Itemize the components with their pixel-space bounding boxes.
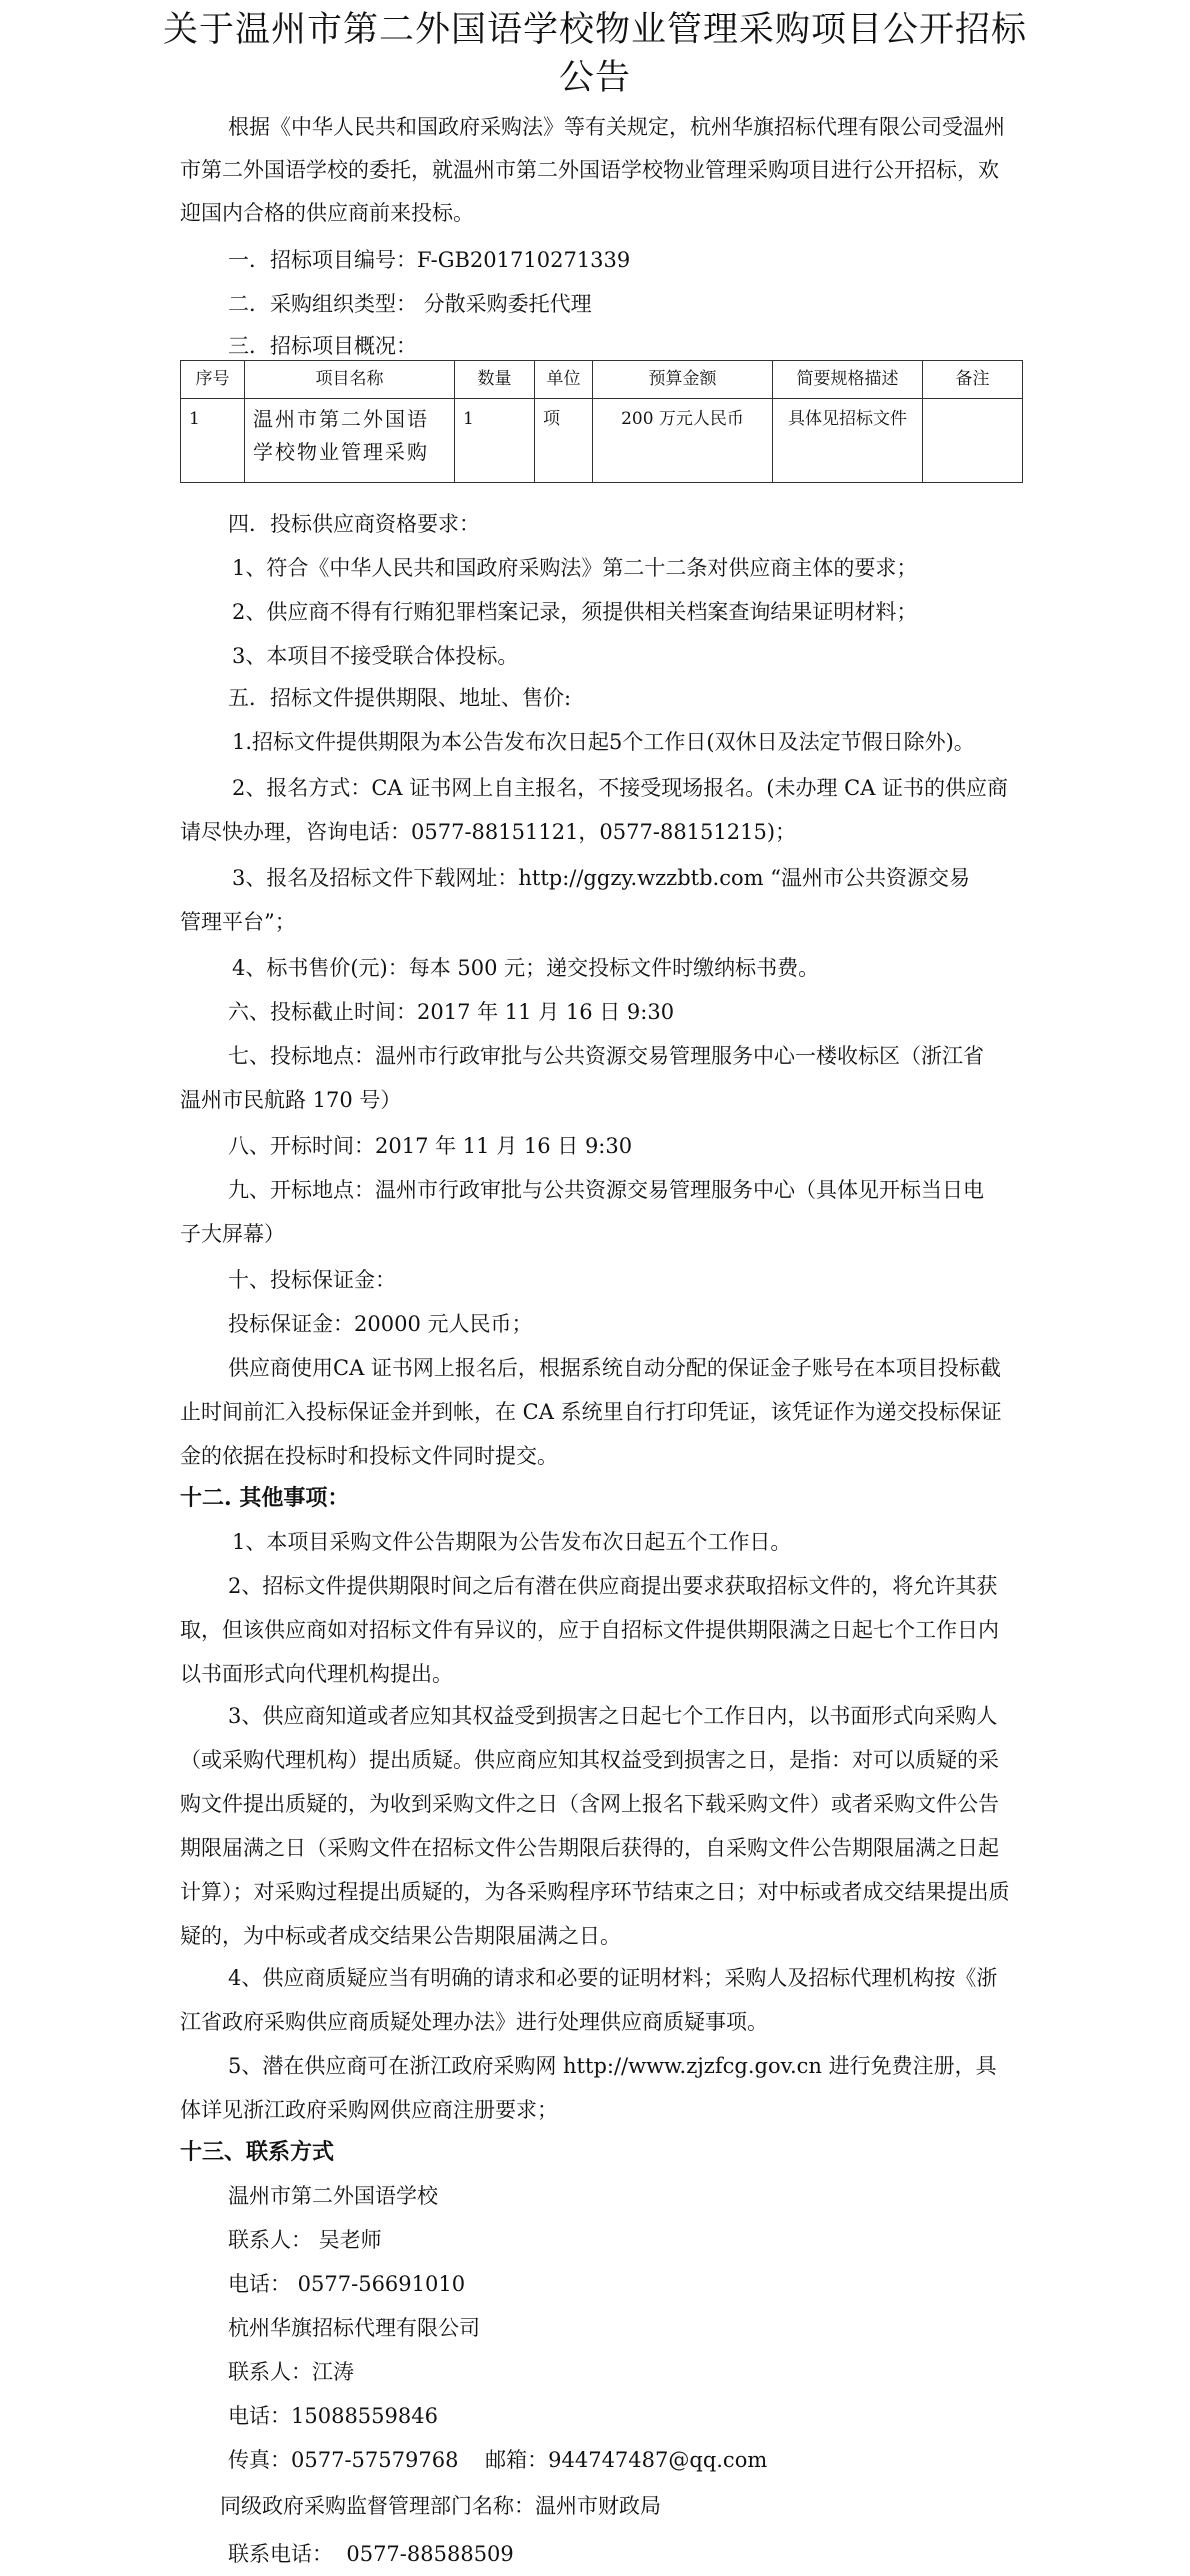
registration-method-cont: 请尽快办理，咨询电话：0577-88151121，0577-88151215)； xyxy=(180,820,797,844)
row-number: 1 xyxy=(181,399,245,483)
table-header-cell: 单位 xyxy=(535,361,593,399)
download-url-cont: 管理平台”； xyxy=(180,910,296,934)
page-title: 关于温州市第二外国语学校物业管理采购项目公开招标公告 xyxy=(162,10,1027,98)
bid-deadline: 六、投标截止时间：2017 年 11 月 16 日 9:30 xyxy=(228,1000,675,1024)
procurement-type: 二．采购组织类型： 分散采购委托代理 xyxy=(228,292,592,316)
document-heading: 五．招标文件提供期限、地址、售价: xyxy=(228,686,572,710)
other-matter-1: 1、本项目采购文件公告期限为公告发布次日起五个工作日。 xyxy=(232,1530,792,1554)
download-url: 3、报名及招标文件下载网址：http://ggzy.wzzbtb.com “温州市公共资源交易 xyxy=(232,866,970,890)
table-header-cell: 项目名称 xyxy=(245,361,455,399)
opening-location: 九、开标地点：温州市行政审批与公共资源交易管理服务中心（具体见开标当日电 xyxy=(228,1178,984,1202)
table-row xyxy=(181,399,1023,483)
contact-heading: 十三、联系方式 xyxy=(180,2139,335,2165)
requirement-3: 3、本项目不接受联合体投标。 xyxy=(232,644,519,668)
contact-supervisor-phone: 联系电话： 0577-88588509 xyxy=(228,2542,514,2566)
contact-agency-phone: 电话：15088559846 xyxy=(228,2404,438,2428)
deposit-description: 供应商使用CA 证书网上报名后，根据系统自动分配的保证金子账号在本项目投标截止时间前汇入投标保证金并到帐，在 CA 系统里自行打印凭证，该凭证作为递交投标保证金的依据在投标时和投标文件同时提交。 xyxy=(180,1356,1002,1468)
other-matters-heading: 十二. 其他事项： xyxy=(180,1485,350,1511)
document-period: 1.招标文件提供期限为本公告发布次日起5个工作日(双休日及法定节假日除外)。 xyxy=(232,730,975,754)
project-name-cell: 温州市第二外国语学校物业管理采购 xyxy=(245,399,455,483)
table-header-cell: 序号 xyxy=(181,361,245,399)
requirement-1: 1、符合《中华人民共和国政府采购法》第二十二条对供应商主体的要求； xyxy=(232,556,918,580)
other-matter-2: 2、招标文件提供期限时间之后有潜在供应商提出要求获取招标文件的，将允许其获取，但该供应商如对招标文件有异议的，应于自招标文件提供期限满之日起七个工作日内以书面形式向代理机构提出。 xyxy=(180,1574,999,1686)
unit-cell: 项 xyxy=(535,399,593,483)
project-number: 一．招标项目编号：F-GB201710271339 xyxy=(228,248,631,272)
table-header-row xyxy=(181,361,1023,399)
deposit-amount: 投标保证金：20000 元人民币； xyxy=(228,1312,533,1336)
other-matter-3: 3、供应商知道或者应知其权益受到损害之日起七个工作日内，以书面形式向采购人（或采购代理机构）提出质疑。供应商应知其权益受到损害之日，是指：对可以质疑的采购文件提出质疑的，为收到采购文件之日（含网上报名下载采购文件）或者采购文件公告期限届满之日（采购文件在招标文件公告期限后获得的，自采购文件公告期限届满之日起计算）；对采购过程提出质疑的，为各采购程序环节结束之日；对中标或者成交结果提出质疑的，为中标或者成交结果公告期限届满之日。 xyxy=(180,1704,1010,1948)
quantity-cell: 1 xyxy=(455,399,535,483)
table-header-cell: 简要规格描述 xyxy=(773,361,923,399)
contact-agency: 杭州华旗招标代理有限公司 xyxy=(228,2316,480,2340)
contact-agency-fax-email: 传真：0577-57579768 邮箱：944747487@qq.com xyxy=(228,2448,768,2472)
contact-school-person: 联系人： 吴老师 xyxy=(228,2228,382,2252)
opening-location-cont: 子大屏幕） xyxy=(180,1222,285,1246)
note-cell xyxy=(923,399,1023,483)
other-matter-4: 4、供应商质疑应当有明确的请求和必要的证明材料；采购人及招标代理机构按《浙江省政府采购供应商质疑处理办法》进行处理供应商质疑事项。 xyxy=(180,1966,998,2034)
requirement-2: 2、供应商不得有行贿犯罪档案记录，须提供相关档案查询结果证明材料； xyxy=(232,600,918,624)
table-header-cell: 数量 xyxy=(455,361,535,399)
deposit-heading: 十、投标保证金： xyxy=(228,1268,396,1292)
registration-method: 2、报名方式：CA 证书网上自主报名，不接受现场报名。(未办理 CA 证书的供应商 xyxy=(232,776,1009,800)
table-header-cell: 预算金额 xyxy=(593,361,773,399)
table-header-cell: 备注 xyxy=(923,361,1023,399)
other-matter-5: 5、潜在供应商可在浙江政府采购网 http://www.zjzfcg.gov.cn 进行免费注册，具体详见浙江政府采购网供应商注册要求； xyxy=(180,2054,997,2122)
contact-school: 温州市第二外国语学校 xyxy=(228,2184,438,2208)
project-table xyxy=(180,360,1023,483)
spec-cell: 具体见招标文件 xyxy=(773,399,923,483)
qualification-heading: 四．投标供应商资格要求： xyxy=(228,512,480,536)
bid-location-cont: 温州市民航路 170 号） xyxy=(180,1088,402,1112)
opening-time: 八、开标时间：2017 年 11 月 16 日 9:30 xyxy=(228,1134,633,1158)
document-price: 4、标书售价(元)：每本 500 元；递交投标文件时缴纳标书费。 xyxy=(232,956,820,980)
contact-school-phone: 电话： 0577-56691010 xyxy=(228,2272,466,2296)
project-overview-heading: 三．招标项目概况： xyxy=(228,334,417,358)
contact-supervisor: 同级政府采购监督管理部门名称：温州市财政局 xyxy=(220,2494,661,2518)
bid-location: 七、投标地点：温州市行政审批与公共资源交易管理服务中心一楼收标区（浙江省 xyxy=(228,1044,984,1068)
intro-paragraph: 根据《中华人民共和国政府采购法》等有关规定，杭州华旗招标代理有限公司受温州市第二外国语学校的委托，就温州市第二外国语学校物业管理采购项目进行公开招标，欢迎国内合格的供应商前来投标。 xyxy=(180,115,1005,225)
budget-cell: 200 万元人民币 xyxy=(593,399,773,483)
contact-agency-person: 联系人：江涛 xyxy=(228,2360,354,2384)
